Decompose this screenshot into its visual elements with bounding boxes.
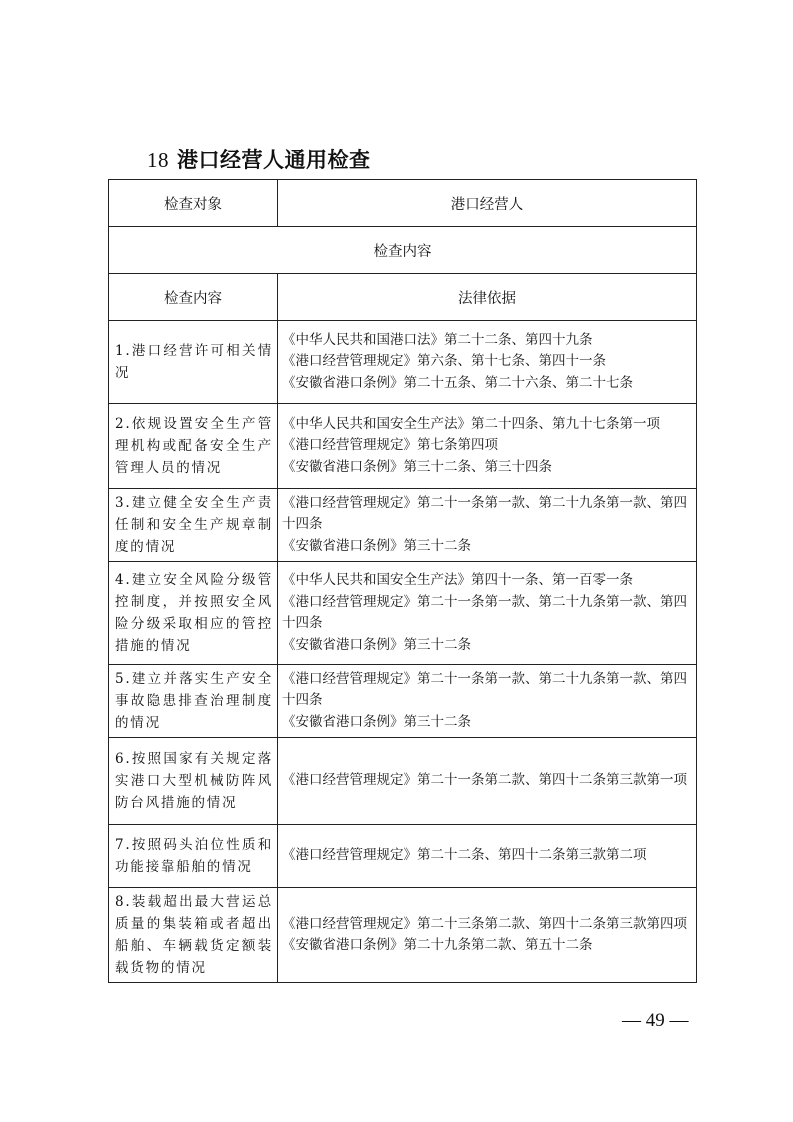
section-title xyxy=(147,144,371,174)
table-row xyxy=(109,404,697,489)
legal-basis-line: 《安徽省港口条例》第三十二条 xyxy=(282,713,471,730)
legal-basis-line: 《中华人民共和国安全生产法》第四十一条、第一百零一条 xyxy=(282,572,633,588)
check-item: 7.按照码头泊位性质和功能接靠船舶的情况 xyxy=(109,825,278,888)
table-row xyxy=(109,888,697,983)
legal-basis-cell xyxy=(278,404,697,489)
legal-basis-cell xyxy=(278,489,697,562)
object-value: 港口经营人 xyxy=(278,180,697,227)
legal-basis-line: 《安徽省港口条例》第三十二条 xyxy=(282,636,471,653)
legal-basis-cell xyxy=(278,665,697,738)
section-number: 18 xyxy=(147,148,169,172)
inspection-table xyxy=(108,179,697,983)
content-heading: 检查内容 xyxy=(109,227,697,274)
object-row xyxy=(109,180,697,227)
check-item: 4.建立安全风险分级管控制度，并按照安全风险分级采取相应的管控措施的情况 xyxy=(109,562,278,665)
legal-basis-line: 《安徽省港口条例》第三十二条、第三十四条 xyxy=(282,458,552,475)
check-item: 6.按照国家有关规定落实港口大型机械防阵风防台风措施的情况 xyxy=(109,738,278,825)
column-header-content: 检查内容 xyxy=(109,274,278,321)
legal-basis-cell xyxy=(278,321,697,404)
legal-basis-cell xyxy=(278,562,697,665)
legal-basis-line: 《港口经营管理规定》第二十一条第一款、第二十九条第一款、第四十四条 xyxy=(282,593,687,631)
legal-basis-line: 《港口经营管理规定》第二十三条第二款、第四十二条第三款第四项 xyxy=(282,915,687,932)
table-row xyxy=(109,738,697,825)
legal-basis-cell xyxy=(278,888,697,983)
legal-basis-line: 《港口经营管理规定》第二十一条第一款、第二十九条第一款、第四十四条 xyxy=(282,494,687,533)
check-item: 5.建立并落实生产安全事故隐患排查治理制度的情况 xyxy=(109,665,278,738)
column-header-row xyxy=(109,274,697,321)
table-body xyxy=(109,321,697,983)
check-item: 2.依规设置安全生产管理机构或配备安全生产管理人员的情况 xyxy=(109,404,278,489)
legal-basis-line: 《港口经营管理规定》第六条、第十七条、第四十一条 xyxy=(282,353,606,370)
content-heading-row xyxy=(109,227,697,274)
section-title-text: 港口经营人通用检查 xyxy=(177,148,371,172)
legal-basis-line: 《港口经营管理规定》第二十二条、第四十二条第三款第二项 xyxy=(282,847,647,864)
legal-basis-line: 《港口经营管理规定》第二十一条第二款、第四十二条第三款第一项 xyxy=(282,772,687,789)
legal-basis-line: 《安徽省港口条例》第三十二条 xyxy=(282,537,471,554)
check-item: 1.港口经营许可相关情况 xyxy=(109,321,278,404)
table-row xyxy=(109,489,697,562)
legal-basis-line: 《港口经营管理规定》第七条第四项 xyxy=(282,437,498,454)
page-number: — 49 — xyxy=(622,1010,689,1031)
check-item: 3.建立健全安全生产责任制和安全生产规章制度的情况 xyxy=(109,489,278,562)
legal-basis-cell xyxy=(278,825,697,888)
table-row xyxy=(109,665,697,738)
object-label: 检查对象 xyxy=(109,180,278,227)
column-header-basis: 法律依据 xyxy=(278,274,697,321)
legal-basis-line: 《中华人民共和国安全生产法》第二十四条、第九十七条第一项 xyxy=(282,415,660,432)
legal-basis-line: 《安徽省港口条例》第二十九条第二款、第五十二条 xyxy=(282,937,593,953)
check-item: 8.装载超出最大营运总质量的集装箱或者超出船舶、车辆载货定额装载货物的情况 xyxy=(109,888,278,983)
table-row xyxy=(109,321,697,404)
legal-basis-cell xyxy=(278,738,697,825)
legal-basis-line: 《港口经营管理规定》第二十一条第一款、第二十九条第一款、第四十四条 xyxy=(282,670,687,709)
table-row xyxy=(109,562,697,665)
legal-basis-line: 《安徽省港口条例》第二十五条、第二十六条、第二十七条 xyxy=(282,374,633,391)
table-row xyxy=(109,825,697,888)
legal-basis-line: 《中华人民共和国港口法》第二十二条、第四十九条 xyxy=(282,331,593,348)
